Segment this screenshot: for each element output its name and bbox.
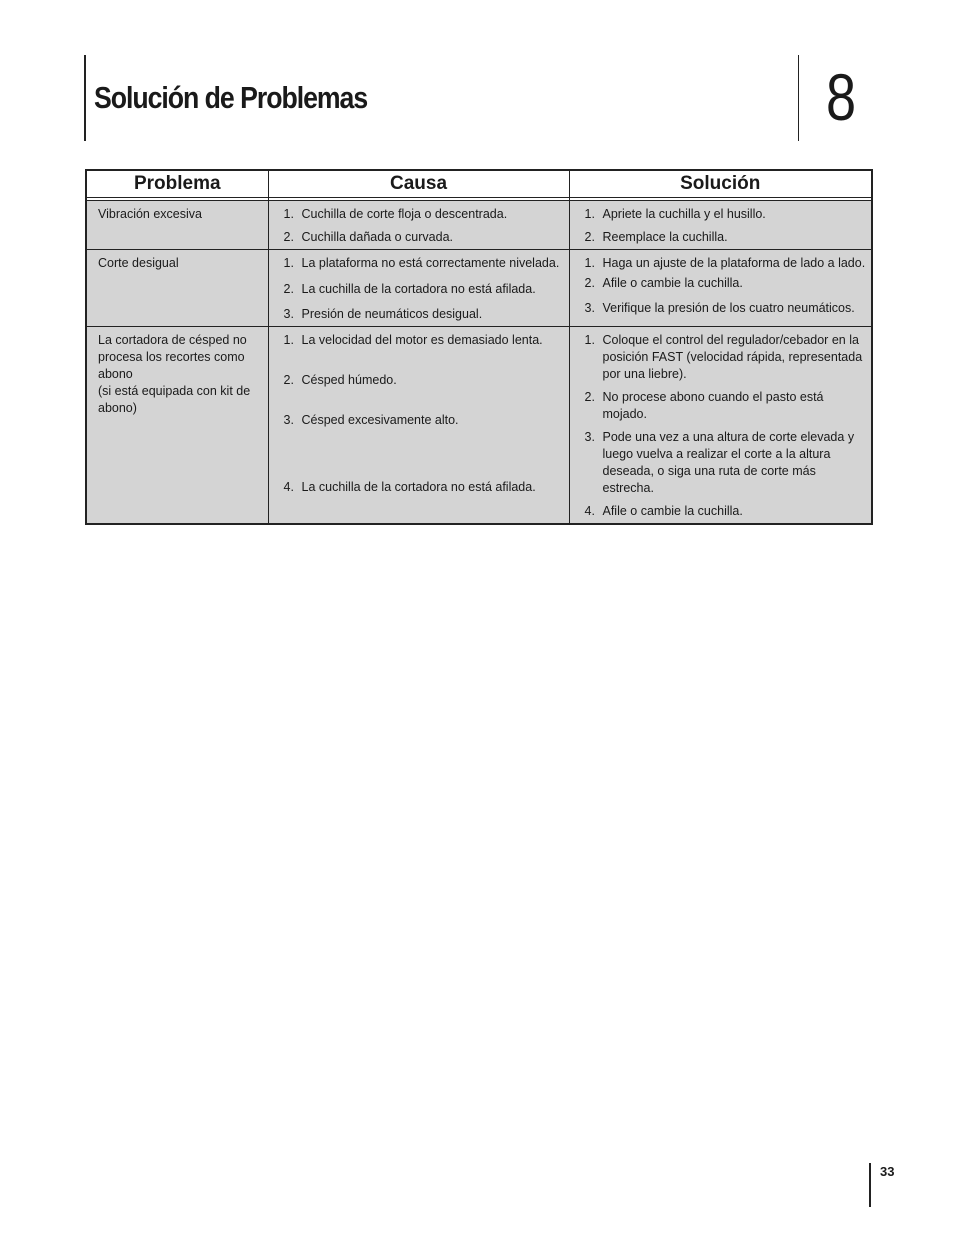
chapter-number: 8 — [826, 60, 857, 134]
cause-item-text: Cuchilla dañada o curvada. — [301, 230, 453, 244]
cause-item-number: 1. — [283, 256, 294, 270]
solution-list — [581, 206, 868, 246]
solution-item — [581, 229, 868, 246]
cause-item-text: Presión de neumáticos desigual. — [301, 307, 483, 321]
problem-text: Corte desigual — [98, 256, 179, 270]
solution-item — [581, 275, 868, 292]
cause-item — [280, 479, 565, 496]
cause-item-number: 2. — [283, 373, 294, 387]
problem-text: La cortadora de césped no procesa los recortes como abono (si está equipada con kit de abono) — [98, 333, 251, 415]
solution-item-text: Haga un ajuste de la plataforma de lado a lado. — [602, 256, 866, 270]
solution-item — [581, 503, 868, 520]
solution-item-number: 2. — [584, 276, 595, 290]
solution-item-number: 2. — [584, 230, 595, 244]
solution-item-number: 3. — [584, 301, 595, 315]
solution-item-text: No procese abono cuando el pasto está mojado. — [602, 390, 824, 421]
cause-item-number: 1. — [283, 207, 294, 221]
solution-item-number: 3. — [584, 430, 595, 444]
solution-item-text: Verifique la presión de los cuatro neumáticos. — [602, 301, 855, 315]
solution-item-text: Apriete la cuchilla y el husillo. — [602, 207, 766, 221]
solution-item-text: Afile o cambie la cuchilla. — [602, 504, 743, 518]
solution-cell — [569, 250, 872, 327]
page-title: Solución de Problemas — [94, 80, 368, 115]
cause-item-number: 3. — [283, 413, 294, 427]
solution-item-number: 4. — [584, 504, 595, 518]
solution-list — [581, 332, 868, 520]
solution-item-text: Reemplace la cuchilla. — [602, 230, 728, 244]
column-header-solution: Solución — [569, 170, 872, 198]
solution-item-text: Pode una vez a una altura de corte elevada y luego vuelva a realizar el corte a la altura deseada, o siga una ruta de corte más estrecha. — [602, 430, 855, 495]
cause-item — [280, 332, 565, 349]
chapter-rule — [798, 55, 799, 141]
cause-cell — [268, 327, 569, 525]
cause-cell — [268, 201, 569, 250]
problem-cell — [86, 201, 268, 250]
cause-item-text: La cuchilla de la cortadora no está afilada. — [301, 480, 536, 494]
table-row — [86, 250, 872, 327]
table-row — [86, 327, 872, 525]
problem-cell — [86, 250, 268, 327]
column-header-problem: Problema — [86, 170, 268, 198]
cause-item-number: 1. — [283, 333, 294, 347]
solution-item — [581, 206, 868, 223]
cause-item-text: Césped excesivamente alto. — [301, 413, 459, 427]
solution-item — [581, 300, 868, 317]
cause-list — [280, 332, 565, 496]
cause-item — [280, 229, 565, 246]
cause-item — [280, 206, 565, 223]
solution-item — [581, 255, 868, 272]
cause-list — [280, 206, 565, 246]
cause-item-number: 2. — [283, 282, 294, 296]
solution-item — [581, 429, 868, 497]
cause-item — [280, 306, 565, 323]
solution-item-number: 1. — [584, 207, 595, 221]
solution-item — [581, 389, 868, 423]
solution-item-number: 1. — [584, 256, 595, 270]
cause-item-number: 4. — [283, 480, 294, 494]
solution-item-number: 1. — [584, 333, 595, 347]
cause-item — [280, 372, 565, 389]
cause-item-text: Césped húmedo. — [301, 373, 397, 387]
solution-item-text: Afile o cambie la cuchilla. — [602, 276, 743, 290]
cause-item-text: La cuchilla de la cortadora no está afilada. — [301, 282, 536, 296]
footer-rule — [869, 1163, 871, 1207]
solution-item — [581, 332, 868, 383]
page-number: 33 — [880, 1164, 895, 1179]
cause-item-number: 2. — [283, 230, 294, 244]
troubleshooting-table — [85, 169, 873, 525]
cause-item — [280, 255, 565, 272]
table-body — [86, 201, 872, 525]
solution-item-number: 2. — [584, 390, 595, 404]
cause-item-text: La velocidad del motor es demasiado lenta. — [301, 333, 543, 347]
column-header-cause: Causa — [268, 170, 569, 198]
problem-cell — [86, 327, 268, 525]
solution-item-text: Coloque el control del regulador/cebador en la posición FAST (velocidad rápida, representada por una liebre). — [602, 333, 863, 381]
cause-item-number: 3. — [283, 307, 294, 321]
cause-item-text: Cuchilla de corte floja o descentrada. — [301, 207, 508, 221]
table-row — [86, 201, 872, 250]
solution-cell — [569, 201, 872, 250]
cause-item — [280, 281, 565, 298]
title-left-rule — [84, 55, 86, 141]
cause-list — [280, 255, 565, 323]
problem-text: Vibración excesiva — [98, 207, 202, 221]
cause-item — [280, 412, 565, 429]
solution-cell — [569, 327, 872, 525]
solution-list — [581, 255, 868, 317]
cause-cell — [268, 250, 569, 327]
cause-item-text: La plataforma no está correctamente nivelada. — [301, 256, 560, 270]
